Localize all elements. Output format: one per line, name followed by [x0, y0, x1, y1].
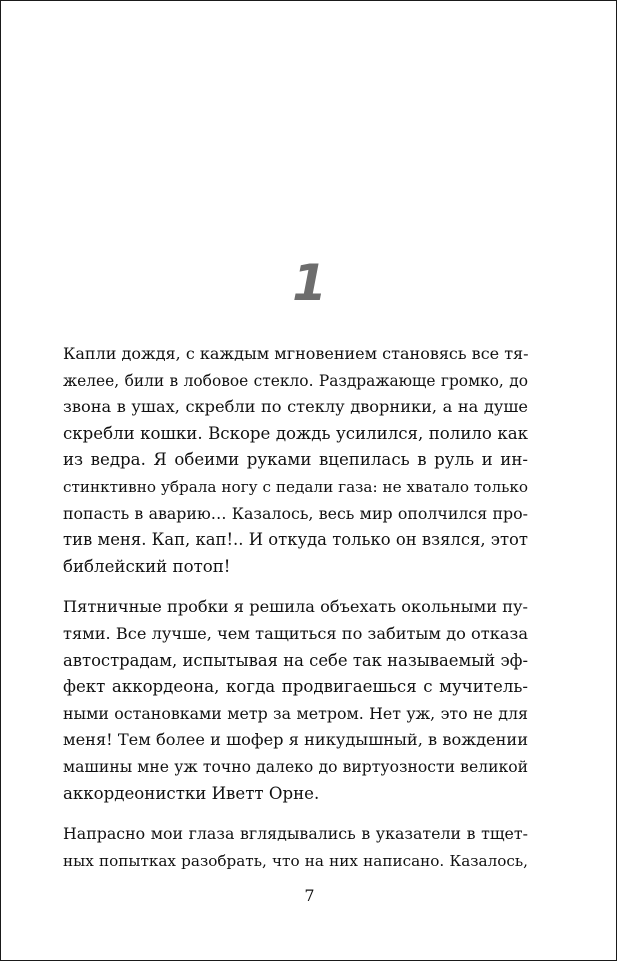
text-line: из ведра. Я обеими руками вцепилась в руль и ин- — [63, 450, 528, 470]
text-line: библейский потоп! — [63, 556, 231, 576]
text-line: машины мне уж точно далеко до виртуозности великой — [63, 757, 528, 776]
text-line: звона в ушах, скребли по стеклу дворники, а на душе — [63, 397, 528, 417]
text-line: автострадам, испытывая на себе так называемый эф- — [63, 650, 528, 670]
paragraph — [63, 341, 528, 580]
text-line: тив меня. Кап, кап!.. И откуда только он взялся, этот — [63, 530, 528, 550]
text-line: ных попытках разобрать, что на них написано. Казалось, — [63, 851, 528, 870]
text-line: попасть в аварию… Казалось, весь мир ополчился про- — [63, 503, 528, 523]
text-line: ными остановками метр за метром. Нет уж, это не для — [63, 703, 528, 723]
text-line: желее, били в лобовое стекло. Раздражающе громко, до — [63, 371, 528, 390]
chapter-number: 1 — [292, 254, 327, 312]
text-line: Напрасно мои глаза вглядывались в указатели в тщет- — [63, 824, 528, 844]
text-line: Пятничные пробки я решила объехать окольными пу- — [63, 597, 528, 617]
text-line: стинктивно убрала ногу с педали газа: не хватало только — [63, 477, 528, 496]
text-line: тями. Все лучше, чем тащиться по забитым до отказа — [63, 623, 528, 643]
text-line: скребли кошки. Вскоре дождь усилился, полило как — [63, 423, 528, 443]
paragraph — [63, 594, 528, 807]
page-number: 7 — [304, 886, 315, 905]
paragraph — [63, 821, 528, 874]
body-text — [63, 341, 528, 888]
text-line: фект аккордеона, когда продвигаешься с мучитель- — [63, 677, 528, 697]
text-line: Капли дождя, с каждым мгновением становясь все тя- — [63, 344, 529, 363]
text-line: меня! Тем более и шофер я никудышный, в вождении — [63, 730, 528, 750]
text-line: аккордеонистки Иветт Орне. — [63, 783, 320, 803]
